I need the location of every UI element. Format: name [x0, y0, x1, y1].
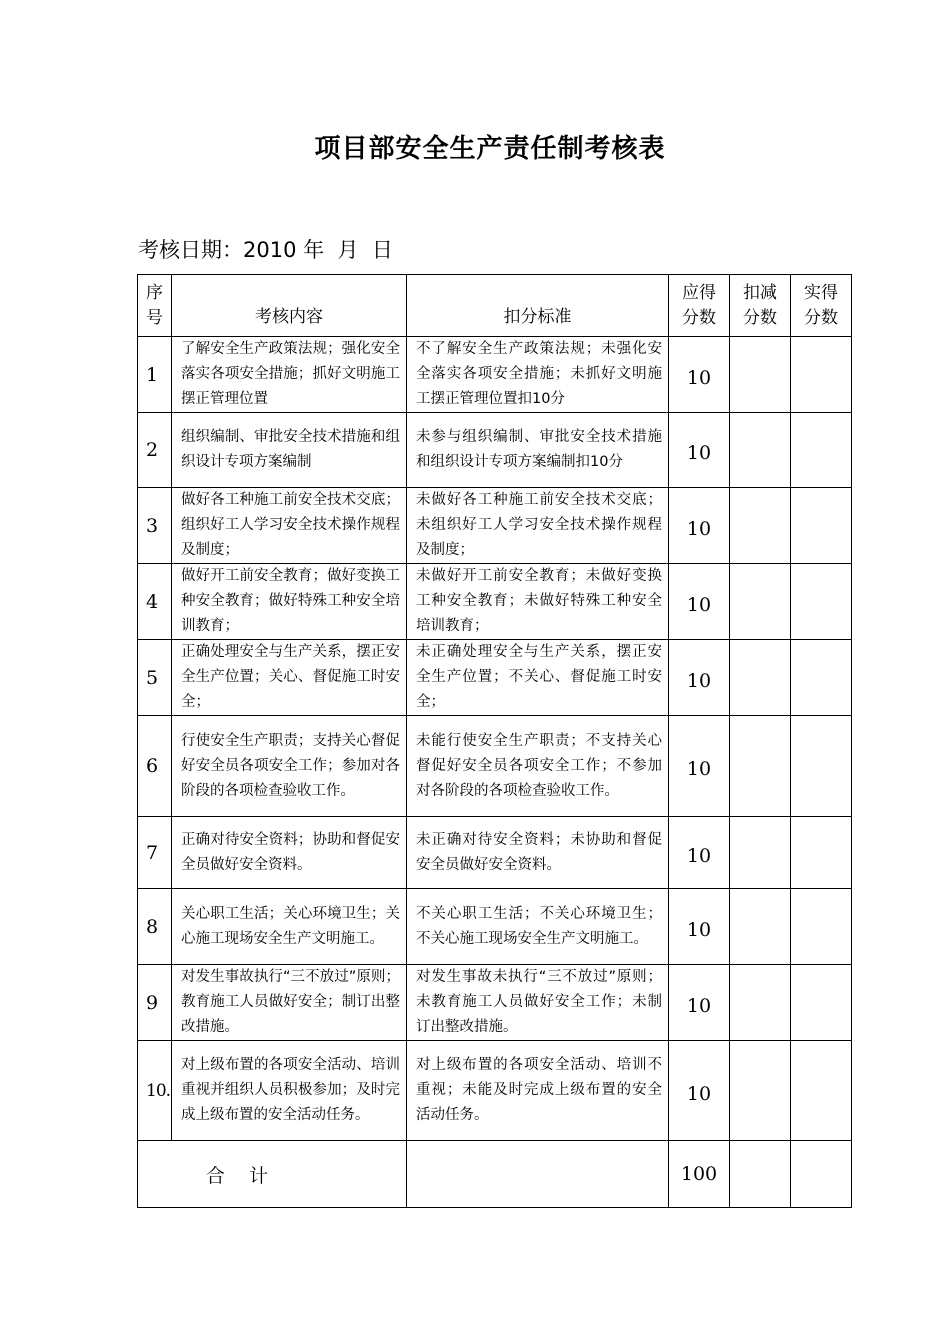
total-due-score: 100 [669, 1141, 730, 1208]
row-content: 正确处理安全与生产关系，摆正安全生产位置；关心、督促施工时安全； [172, 640, 407, 716]
row-deduct-score [730, 337, 791, 413]
total-deduct-score [730, 1141, 791, 1208]
row-content: 做好开工前安全教育；做好变换工种安全教育；做好特殊工种安全培训教育； [172, 564, 407, 640]
row-actual-score [791, 716, 852, 817]
row-standard: 未做好各工种施工前安全技术交底；未组织好工人学习安全技术操作规程及制度； [407, 488, 669, 564]
row-actual-score [791, 1041, 852, 1141]
table-row [138, 413, 852, 488]
header-content: 考核内容 [172, 275, 407, 337]
table-row [138, 488, 852, 564]
row-standard: 未正确对待安全资料；未协助和督促安全员做好安全资料。 [407, 817, 669, 889]
row-due-score: 10 [669, 716, 730, 817]
row-content: 行使安全生产职责；支持关心督促好安全员各项安全工作；参加对各阶段的各项检查验收工作。 [172, 716, 407, 817]
assessment-table [137, 274, 852, 1208]
header-due-score: 应得分数 [669, 275, 730, 337]
row-deduct-score [730, 488, 791, 564]
row-standard: 对上级布置的各项安全活动、培训不重视；未能及时完成上级布置的安全活动任务。 [407, 1041, 669, 1141]
header-seq: 序号 [138, 275, 172, 337]
row-content: 对发生事故执行“三不放过”原则；教育施工人员做好安全；制订出整改措施。 [172, 965, 407, 1041]
row-deduct-score [730, 817, 791, 889]
row-seq: 6 [138, 716, 172, 817]
row-deduct-score [730, 716, 791, 817]
row-seq: 4 [138, 564, 172, 640]
table-row [138, 716, 852, 817]
table-row [138, 337, 852, 413]
row-deduct-score [730, 640, 791, 716]
assessment-date [138, 234, 393, 264]
row-standard: 不关心职工生活；不关心环境卫生；不关心施工现场安全生产文明施工。 [407, 889, 669, 965]
row-content: 正确对待安全资料；协助和督促安全员做好安全资料。 [172, 817, 407, 889]
row-due-score: 10 [669, 640, 730, 716]
row-content: 关心职工生活；关心环境卫生；关心施工现场安全生产文明施工。 [172, 889, 407, 965]
total-row [138, 1141, 852, 1208]
row-seq: 7 [138, 817, 172, 889]
row-actual-score [791, 889, 852, 965]
assessment-date-value: 2010 年 月 日 [243, 238, 393, 262]
row-seq: 5 [138, 640, 172, 716]
row-seq: 9 [138, 965, 172, 1041]
row-content: 做好各工种施工前安全技术交底；组织好工人学习安全技术操作规程及制度； [172, 488, 407, 564]
header-actual-score: 实得分数 [791, 275, 852, 337]
row-standard: 对发生事故未执行“三不放过”原则；未教育施工人员做好安全工作；未制订出整改措施。 [407, 965, 669, 1041]
row-deduct-score [730, 564, 791, 640]
row-due-score: 10 [669, 965, 730, 1041]
row-actual-score [791, 564, 852, 640]
row-seq: 8 [138, 889, 172, 965]
row-standard: 未做好开工前安全教育；未做好变换工种安全教育；未做好特殊工种安全培训教育； [407, 564, 669, 640]
total-label: 合 计 [138, 1141, 407, 1208]
row-seq: 1 [138, 337, 172, 413]
assessment-table-body [138, 275, 852, 1208]
table-row [138, 1041, 852, 1141]
page-title: 项目部安全生产责任制考核表 [314, 134, 666, 164]
row-standard: 不了解安全生产政策法规；未强化安全落实各项安全措施；未抓好文明施工摆正管理位置扣10分 [407, 337, 669, 413]
row-due-score: 10 [669, 1041, 730, 1141]
row-standard: 未能行使安全生产职责；不支持关心督促好安全员各项安全工作；不参加对各阶段的各项检查验收工作。 [407, 716, 669, 817]
row-deduct-score [730, 413, 791, 488]
row-content: 了解安全生产政策法规；强化安全落实各项安全措施；抓好文明施工摆正管理位置 [172, 337, 407, 413]
header-standard: 扣分标准 [407, 275, 669, 337]
table-row [138, 889, 852, 965]
row-actual-score [791, 640, 852, 716]
row-due-score: 10 [669, 817, 730, 889]
assessment-date-label: 考核日期： [138, 238, 243, 262]
row-actual-score [791, 337, 852, 413]
row-due-score: 10 [669, 488, 730, 564]
row-deduct-score [730, 889, 791, 965]
row-standard: 未正确处理安全与生产关系，摆正安全生产位置；不关心、督促施工时安全； [407, 640, 669, 716]
table-row [138, 640, 852, 716]
header-row [138, 275, 852, 337]
row-due-score: 10 [669, 337, 730, 413]
row-deduct-score [730, 1041, 791, 1141]
row-due-score: 10 [669, 413, 730, 488]
row-seq: 10. [138, 1041, 172, 1141]
table-row [138, 564, 852, 640]
row-deduct-score [730, 965, 791, 1041]
row-actual-score [791, 413, 852, 488]
total-actual-score [791, 1141, 852, 1208]
table-row [138, 817, 852, 889]
row-actual-score [791, 965, 852, 1041]
row-content: 对上级布置的各项安全活动、培训重视并组织人员积极参加；及时完成上级布置的安全活动任务。 [172, 1041, 407, 1141]
row-standard: 未参与组织编制、审批安全技术措施和组织设计专项方案编制扣10分 [407, 413, 669, 488]
row-actual-score [791, 488, 852, 564]
table-row [138, 965, 852, 1041]
row-due-score: 10 [669, 889, 730, 965]
row-actual-score [791, 817, 852, 889]
row-content: 组织编制、审批安全技术措施和组织设计专项方案编制 [172, 413, 407, 488]
row-seq: 3 [138, 488, 172, 564]
row-due-score: 10 [669, 564, 730, 640]
row-seq: 2 [138, 413, 172, 488]
total-standard [407, 1141, 669, 1208]
header-deduct-score: 扣减分数 [730, 275, 791, 337]
